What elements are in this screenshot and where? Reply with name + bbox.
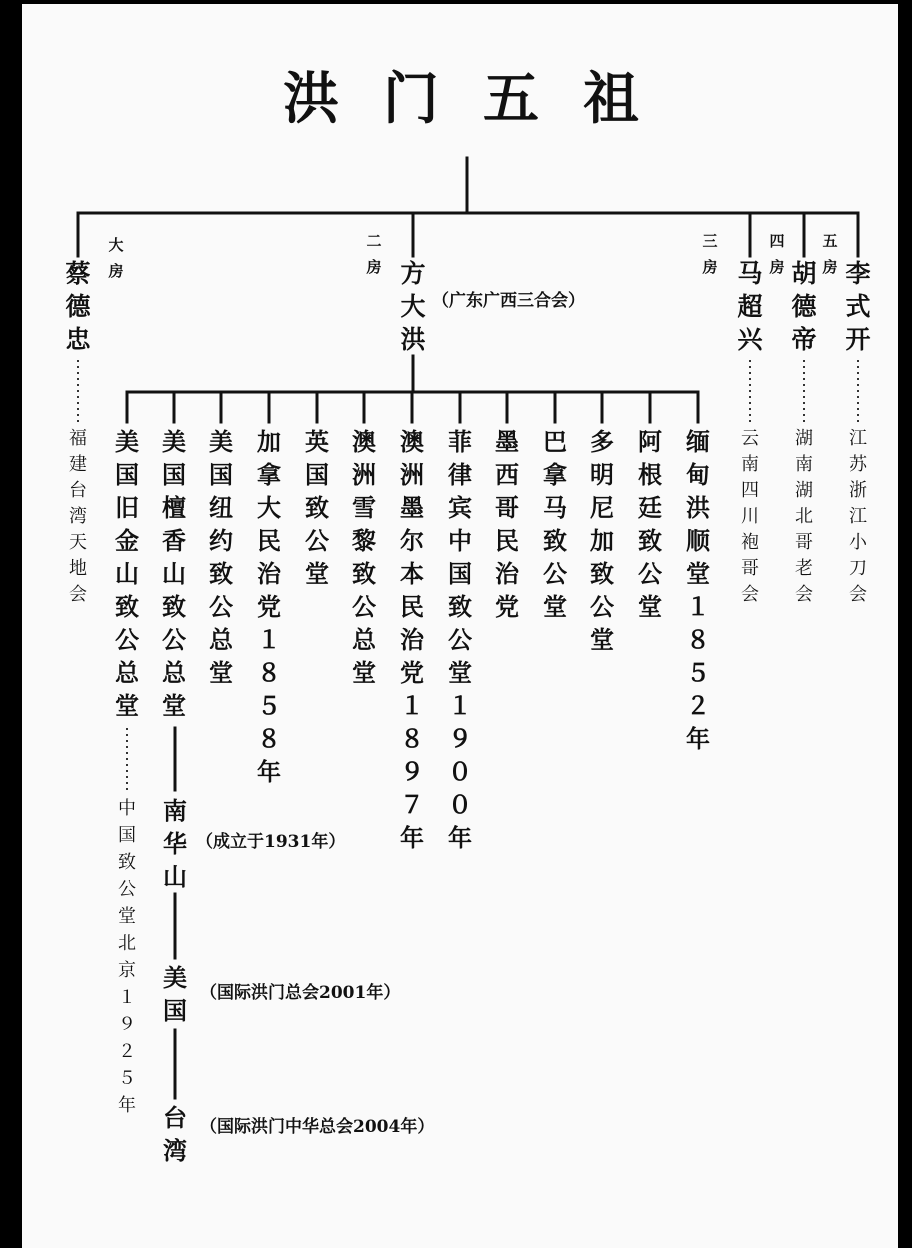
sub-branch-usa-note: （国际洪门总会2001年） [200,983,401,1003]
founder-lodge-5: 江苏浙江小刀会 [849,428,867,605]
sub-branch-beijing: 中国致公堂北京１９２５年 [118,798,136,1116]
branch-11: 多明尼加致公堂 [590,428,614,654]
branch-2: 美国檀香山致公总堂 [162,428,186,720]
sub-branch-taiwan-note: （国际洪门中华总会2004年） [200,1117,435,1137]
branch-10: 巴拿马致公堂 [543,428,567,621]
founder-lodge-4: 湖南湖北哥老会 [795,428,813,605]
branch-9: 墨西哥民治党 [495,428,519,621]
branch-6: 澳洲雪黎致公总堂 [352,428,376,687]
sub-branch-nanhuashan-note: （成立于1931年） [196,832,346,852]
rank-label-5: 五房 [822,232,838,276]
founder-lodge-1: 福建台湾天地会 [69,428,87,605]
branch-1: 美国旧金山致公总堂 [115,428,139,720]
rank-label-3: 三房 [702,232,718,276]
rank-label-2: 二房 [366,232,382,276]
founder-name-1: 蔡德忠 [65,259,91,354]
founder-note-2: （广东广西三合会） [432,291,585,311]
founder-name-2: 方大洪 [400,259,426,354]
founder-name-4: 胡德帝 [791,259,817,354]
rank-label-4: 四房 [769,232,785,276]
branch-8: 菲律宾中国致公堂１９００年 [448,428,472,852]
branch-12: 阿根廷致公堂 [638,428,662,621]
branch-13: 缅甸洪顺堂１８５２年 [686,428,710,753]
page-title: 洪门五祖 [283,66,683,132]
rank-label-1: 大房 [108,236,124,280]
branch-5: 英国致公堂 [305,428,329,588]
branch-7: 澳洲墨尔本民治党１８９７年 [400,428,424,852]
founder-lodge-3: 云南四川袍哥会 [741,428,759,605]
sub-branch-usa: 美国 [163,964,187,1025]
founder-name-3: 马超兴 [737,259,763,354]
branch-3: 美国纽约致公总堂 [209,428,233,687]
sub-branch-taiwan: 台湾 [163,1104,187,1165]
founder-name-5: 李式开 [845,259,871,354]
branch-4: 加拿大民治党１８５８年 [257,428,281,786]
sub-branch-nanhuashan: 南华山 [163,797,187,891]
